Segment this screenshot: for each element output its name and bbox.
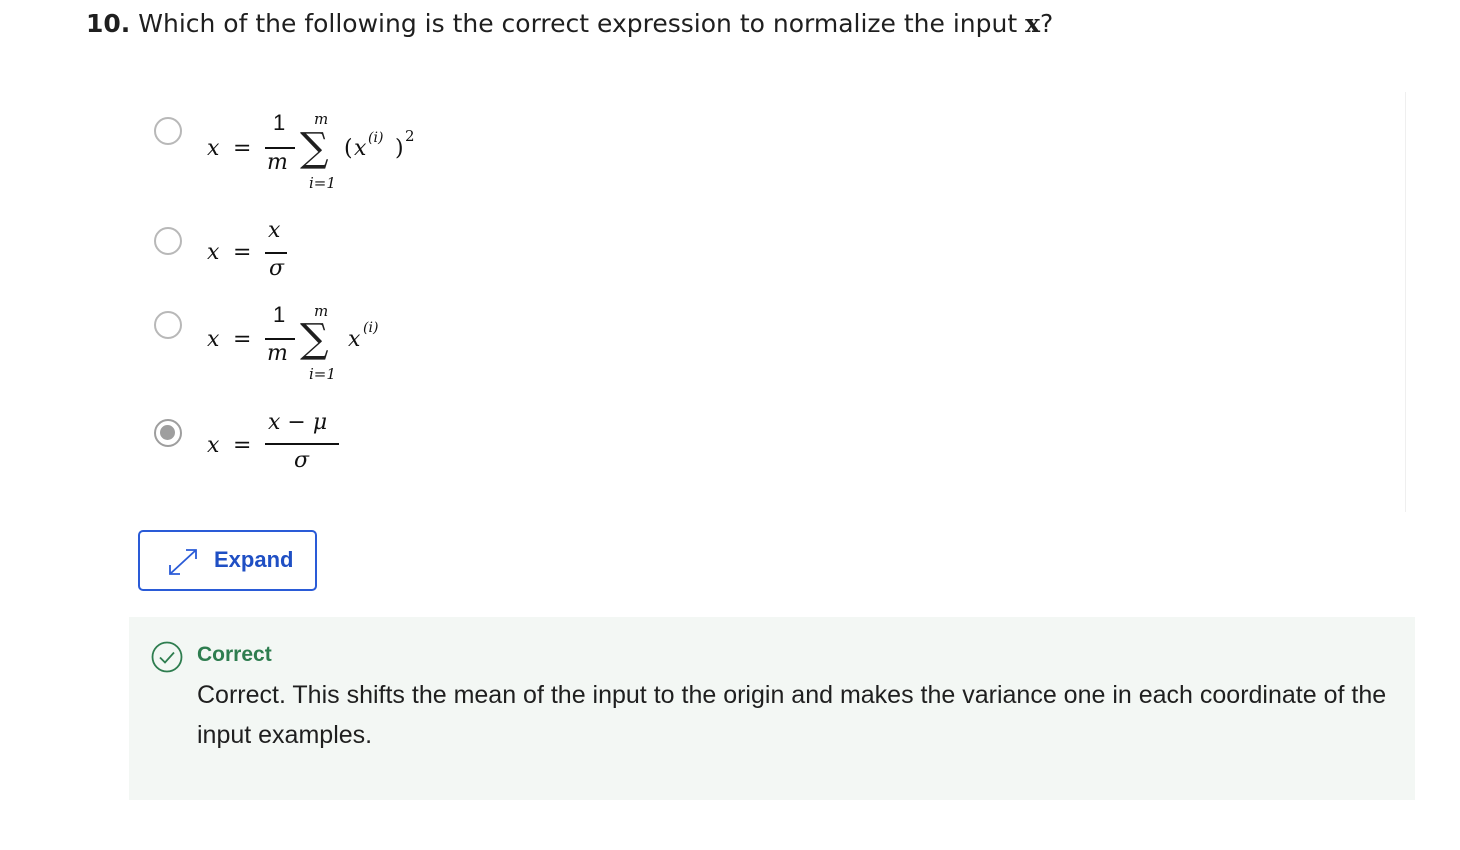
option-3-term-sup: (i): [363, 320, 379, 336]
option-3-frac-num: 1: [273, 302, 286, 327]
option-1-sum-top: m: [314, 110, 329, 128]
expand-button-label: Expand: [214, 547, 294, 572]
option-4-lhs: x: [207, 433, 220, 458]
option-4-frac-bar: [265, 443, 339, 445]
option-3-frac-den: m: [267, 341, 288, 366]
option-3-sum-top: m: [314, 302, 329, 320]
option-1-power: 2: [405, 127, 415, 145]
expand-arrows-icon: [166, 546, 200, 578]
check-circle-icon: [151, 641, 183, 673]
option-3-sum-symbol: ∑: [300, 316, 329, 362]
option-1-term: x: [354, 136, 367, 161]
option-1-frac-bar: [265, 147, 295, 149]
question-variable: x: [1025, 9, 1041, 38]
option-1-term-sup: (i): [368, 130, 384, 146]
expand-button[interactable]: [138, 530, 317, 591]
option-2-frac-den: σ: [269, 256, 285, 281]
option-4-equals: =: [233, 433, 252, 458]
option-2-lhs: x: [207, 240, 220, 265]
option-2-equals: =: [233, 240, 252, 265]
option-2-frac-bar: [265, 252, 287, 254]
option-1-open-paren: (: [344, 136, 353, 161]
option-4-frac-den: σ: [294, 448, 310, 473]
option-3-radio[interactable]: [154, 311, 182, 339]
option-1-lhs: x: [207, 136, 220, 161]
option-1-sum-symbol: ∑: [300, 125, 329, 171]
option-2-frac-num: x: [268, 218, 281, 243]
option-3-sum-bottom: i=1: [309, 365, 336, 383]
question-mark: ?: [1040, 9, 1054, 38]
option-1-frac-num: 1: [273, 110, 286, 135]
question-number: 10.: [86, 9, 131, 38]
feedback-message: Correct. This shifts the mean of the input to the origin and makes the variance one in each coordinate of the input examples.: [197, 681, 1387, 749]
option-1-sum-bottom: i=1: [309, 174, 336, 192]
feedback-status: Correct: [197, 643, 272, 666]
option-2-radio[interactable]: [154, 227, 182, 255]
option-1-equals: =: [233, 136, 252, 161]
question-prompt: Which of the following is the correct expression to normalize the input: [138, 9, 1018, 38]
option-3-term: x: [348, 327, 361, 352]
option-4-radio[interactable]: [154, 419, 182, 447]
option-3-frac-bar: [265, 338, 295, 340]
option-3-equals: =: [233, 327, 252, 352]
option-3-lhs: x: [207, 327, 220, 352]
option-4-frac-num: x − μ: [268, 410, 328, 435]
option-4-radio-dot: [160, 425, 175, 440]
feedback-panel: [129, 617, 1415, 800]
option-1-radio[interactable]: [154, 117, 182, 145]
option-1-close-paren: ): [395, 136, 404, 161]
option-1-frac-den: m: [267, 150, 288, 175]
question-text: [86, 6, 1053, 42]
